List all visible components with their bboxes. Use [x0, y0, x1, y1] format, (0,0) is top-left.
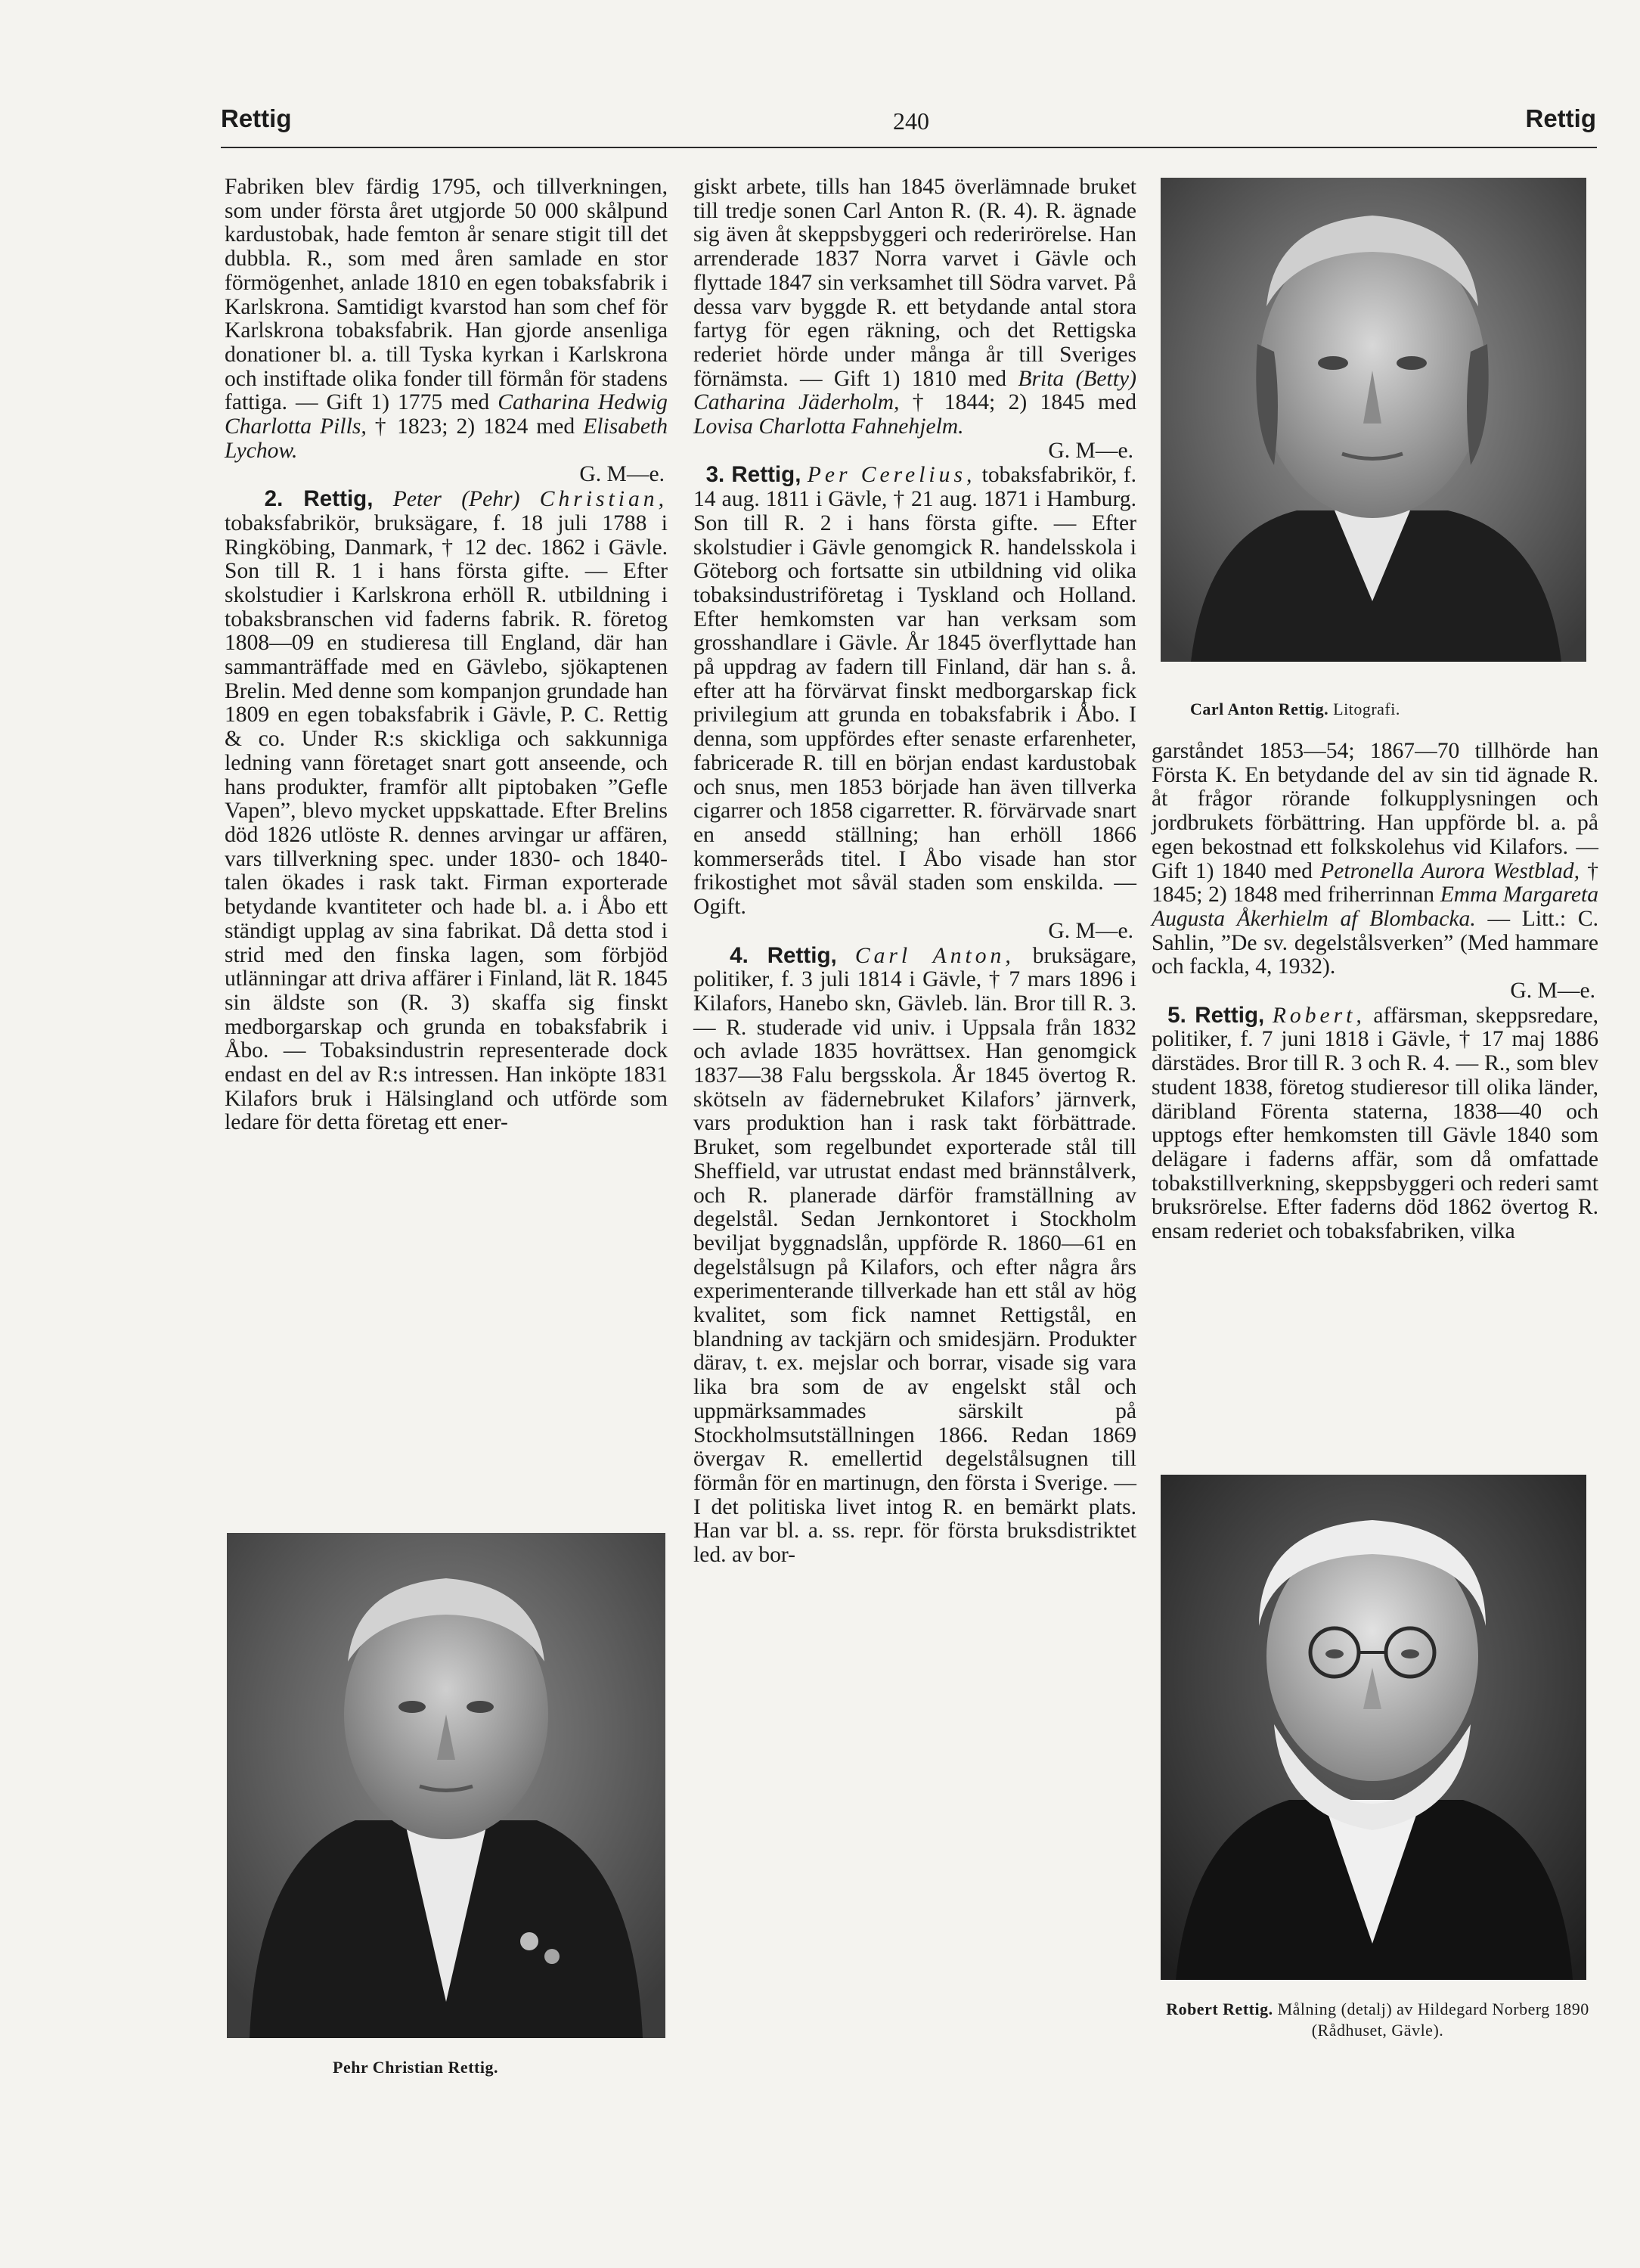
text-column-1 [225, 175, 668, 1135]
entry-text: tobaksfabrikör, bruksägare, f. 18 juli 1788 i Ringköbing, Danmark, † 12 dec. 1862 i Gävle. Son till R. 1 i hans första gifte. — Efter skolstudier i Karlskrona erhöll R. utbildning i tobaksbranschen vid faderns fabrik. R. företog 1808—09 en studieresa till England, där han sammanträffade med en Gävlebo, sjökaptenen Brelin. Med denne som kompanjon grundade han 1809 en egen tobaksfabrik i Gävle, P. C. Rettig & co. Under R:s skickliga och sakkunniga ledning vann företaget snart gott anseende, och hans produkter, framför allt piptobaken ”Gefle Vapen”, blevo mycket uppskattade. Efter Brelins död 1826 utlöste R. dennes arvingar ur affären, vars tillverkning spec. under 1830- och 1840-talen ökades i rask takt. Firman exporterade betydande kvantiteter och hade bl. a. i Åbo ett ständigt upplag av sina fabrikat. Då detta stod i strid med den finska lagen, som förbjöd utlänningar att driva affärer i Finland, lät R. 1845 sin äldste son (R. 3) skaffa sig finskt medborgarskap och grunda en tobaksfabrik i Åbo. — Tobaksindustrin representerade dock endast en del av R:s intressen. Han inköpte 1831 Kilafors bruk i Hälsingland och utförde som ledare för detta företag ett ener- [225, 510, 668, 1135]
entry-heading: 3. Rettig, [705, 462, 801, 488]
text-column-2 [693, 175, 1136, 1568]
spouse-name: Brita (Betty) Catharina Jäderholm, [693, 366, 1136, 415]
caption-pehr-christian [333, 2057, 650, 2078]
entry-name: Peter [392, 487, 442, 512]
entry-3 [693, 463, 1136, 919]
entry-text: tobaksfabrikör, f. 14 aug. 1811 i Gävle, † 21 aug. 1871 i Hamburg. Son till R. 2 i hans första gifte. — Efter skolstudier i Gävle genomgick R. handelsskola i Göteborg och fortsatte sin utbildning vid olika tobaksindustriföretag i Tyskland och Holland. Efter hemkomsten var han verksam som grosshandlare i Gävle. År 1845 överflyttade han på uppdrag av fadern till Finland, där han s. å. efter att ha förvärvat finskt medborgarskap fick privilegium att grunda en tobaksfabrik i Åbo. I denna, som uppfördes efter senaste erfarenheter, fabricerade R. till en början endast kardustobak och snus, men 1853 började han även tillverka cigarrer och 1858 cigarretter. R. förvärvade snart en ansedd ställning; han erhöll 1866 kommerseråds titel. I Åbo visade han stor frikostighet mot såväl staden som enskilda. — Ogift. [693, 463, 1136, 920]
spouse-name: Emma Margareta Augusta Åkerhielm af Blombacka. [1152, 883, 1598, 931]
entry-heading: 4. Rettig, [730, 942, 837, 968]
paragraph-text: † 1823; 2) 1824 med [374, 414, 575, 439]
paragraph-text: garståndet 1853—54; 1867—70 tillhörde han Första K. En betydande del av sin tid ägnade R. åt frågor rörande folkupplysningen och jordbrukets förbättring. Han uppförde bl. a. på egen bekostnad ett folkskolehus vid Kilafors. — Gift 1) 1840 med [1152, 739, 1598, 883]
signature-line [693, 920, 1136, 944]
author-signature: G. M—e. [579, 462, 665, 487]
author-signature: G. M—e. [1048, 918, 1133, 943]
author-signature: G. M—e. [1048, 438, 1133, 463]
caption-name: Robert Rettig. [1166, 2000, 1273, 2018]
entry-5 [1152, 1004, 1598, 1244]
text-column-3 [1152, 740, 1598, 1244]
paragraph-text: Fabriken blev färdig 1795, och tillverkningen, som under första året utgjorde 50 000 skålpund kardustobak, hade femton år senare stigit till det dubbla. R., som med åren samlade en stor förmögenhet, anlade 1810 en egen tobaksfabrik i Karlskrona. Samtidigt kvarstod han som chef för Karlskrona tobaksfabrik. Han gjorde ansenliga donationer bl. a. till Tyska kyrkan i Karlskrona och instiftade olika fonder till förmån för stadens fattiga. — Gift 1) 1775 med [225, 175, 668, 415]
portrait-pehr-christian-rettig [227, 1533, 665, 2038]
portrait-robert-rettig [1161, 1475, 1586, 1980]
entry-name: (Pehr) [461, 487, 520, 512]
page-number: 240 [893, 107, 929, 135]
spouse-name: Catharina Hedwig Charlotta Pills, [225, 390, 668, 439]
signature-line [693, 439, 1136, 464]
caption-note: Målning (detalj) av Hildegard Norberg 1890 (Rådhuset, Gävle). [1277, 2000, 1589, 2040]
paragraph [1152, 740, 1598, 979]
paragraph [225, 175, 668, 463]
literature-reference: — Litt.: C. Sahlin, ”De sv. degelstålsverken” (Med hammare och fackla, 4, 1932). [1152, 906, 1598, 979]
header-rule [221, 147, 1597, 148]
running-head-left: Rettig [221, 104, 292, 132]
paragraph-text: giskt arbete, tills han 1845 överlämnade bruket till tredje sonen Carl Anton R. (R. 4). R. ägnade sig även åt skeppsbyggeri och rederirörelse. Han arrenderade 1837 Norra varvet i Gävle och flyttade 1847 sin verksamhet till Södra varvet. På dessa varv byggde R. ett betydande antal stora fartyg för egen räkning, och det Rettigska rederiet hörde under många år till Sveriges förnämsta. — Gift 1) 1810 med [693, 175, 1136, 391]
caption-robert [1157, 1999, 1598, 2041]
entry-heading: 2. Rettig, [264, 486, 374, 512]
entry-heading: 5. Rettig, [1167, 1002, 1265, 1028]
entry-text: affärsman, skeppsredare, politiker, f. 7 juni 1818 i Gävle, † 17 maj 1886 därstädes. Bror till R. 3 och R. 4. — R., som blev student 1838, företog studieresor till olika länder, däribland Förenta staterna, 1838—40 och upptogs efter hemkomsten till Gävle 1840 som delägare i faderns affär, som då omfattade tobakstillverkning, skeppsbyggeri och rederi samt bruksrörelse. Efter faderns död 1862 övertog R. ensam rederiet och tobaksfabriken, vilka [1152, 1003, 1598, 1244]
running-head-right: Rettig [1525, 104, 1596, 132]
caption-name: Pehr Christian Rettig. [333, 2058, 498, 2077]
paragraph-text: † 1844; 2) 1845 med [912, 390, 1137, 415]
caption-note: Litografi. [1333, 700, 1400, 718]
caption-name: Carl Anton Rettig. [1190, 700, 1329, 718]
entry-text: bruksägare, politiker, f. 3 juli 1814 i Gävle, † 7 mars 1896 i Kilafors, Hanebo skn, Gävleb. län. Bror till R. 3. — R. studerade vid univ. i Uppsala från 1832 och avlade 1835 hovrättsex. Han genomgick 1837—38 Falu bergsskola. År 1845 övertog R. skötseln av fädernebruket Kilafors’ järnverk, vars produktion han i rask takt förbättrade. Bruket, som regelbundet exporterade stål till Sheffield, var utrustat endast med brännstålverk, och R. planerade därför framställning av degelstål. Sedan Jernkontoret i Stockholm beviljat byggnadslån, uppförde R. 1860—61 en degelstålsugn på Kilafors, och efter några års experimenterande tillverkade han ett stål av hög kvalitet, som fick namnet Rettigstål, en blandning av tackjärn och smidesjärn. Produkter därav, t. ex. mejslar och borrar, visade sig vara lika bra som de av engelskt stål och uppmärksammades särskilt på Stockholmsutställningen 1866. Redan 1869 övergav R. emellertid degelstålsugnen till förmån för en martinugn, den första i Sverige. — I det politiska livet intog R. en bemärkt plats. Han var bl. a. ss. repr. för första bruksdistriktet led. av bor- [693, 943, 1136, 1568]
entry-name: Carl Anton, [854, 943, 1015, 968]
spouse-name: Elisabeth Lychow. [225, 414, 668, 463]
entry-2 [225, 487, 668, 1135]
signature-line [1152, 979, 1598, 1004]
paragraph-text: † 1845; 2) 1848 med friherrinnan [1152, 858, 1598, 908]
entry-4 [693, 944, 1136, 1568]
caption-carl-anton [1190, 699, 1583, 720]
author-signature: G. M—e. [1510, 979, 1595, 1004]
signature-line [225, 463, 668, 487]
portrait-carl-anton-rettig [1161, 178, 1586, 662]
entry-name: Robert, [1272, 1003, 1366, 1028]
spouse-name: Lovisa Charlotta Fahnehjelm. [693, 414, 964, 439]
entry-name: Per Cerelius, [807, 463, 976, 488]
paragraph [693, 175, 1136, 439]
spouse-name: Petronella Aurora Westblad, [1320, 858, 1580, 883]
entry-name: Christian, [539, 487, 668, 512]
